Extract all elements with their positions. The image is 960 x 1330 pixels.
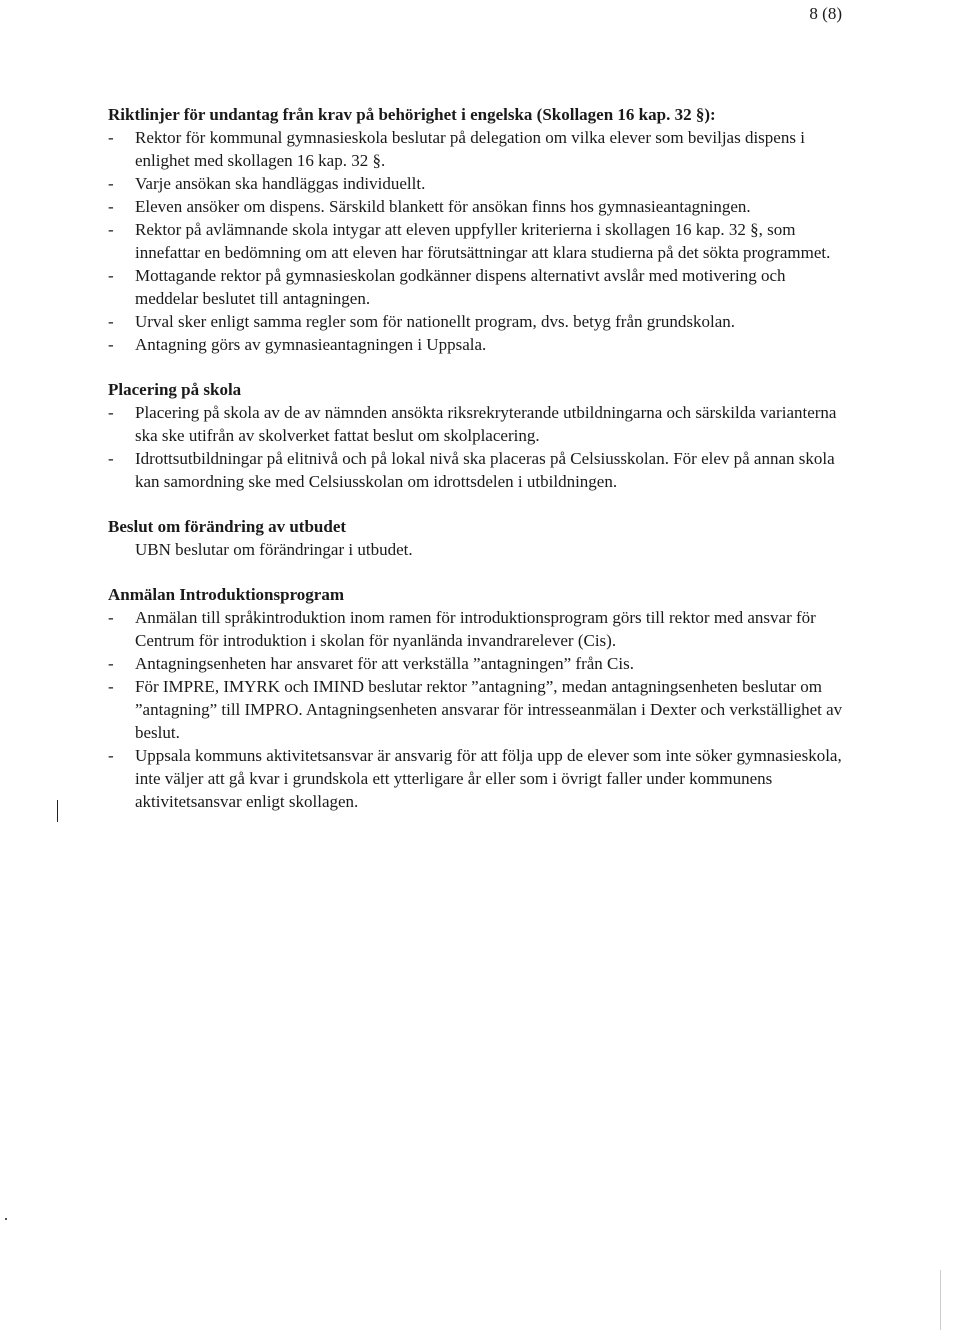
- dash-marker: -: [108, 197, 114, 216]
- list-item: - Anmälan till språkintroduktion inom ramen för introduktionsprogram görs till rektor med ansvar för Centrum för introduktion i skolan för nyanlända invandrarelever (Cis).: [108, 608, 816, 650]
- page-number: 8 (8): [809, 4, 842, 23]
- section-riktlinjer: [108, 103, 848, 356]
- margin-change-bar: [57, 800, 58, 822]
- scan-speck: [5, 1218, 7, 1220]
- dash-marker: -: [108, 449, 114, 468]
- dash-marker: -: [108, 220, 114, 239]
- dash-marker: -: [108, 677, 114, 696]
- list-item: - Antagningsenheten har ansvaret för att verkställa ”antagningen” från Cis.: [108, 654, 634, 673]
- dash-marker: -: [108, 312, 114, 331]
- bullet-list: [108, 401, 848, 493]
- dash-marker: -: [108, 746, 114, 765]
- list-item: - Idrottsutbildningar på elitnivå och på lokal nivå ska placeras på Celsiusskolan. För elev på annan skola kan samordning ske med Celsiusskolan om idrottsdelen i utbildningen.: [108, 449, 835, 491]
- bullet-list: [108, 606, 848, 813]
- list-item: - Urval sker enligt samma regler som för nationellt program, dvs. betyg från grundskolan.: [108, 312, 736, 331]
- section-beslut: [108, 515, 848, 561]
- section-placering: [108, 378, 848, 493]
- dash-marker: -: [108, 654, 114, 673]
- list-item: - För IMPRE, IMYRK och IMIND beslutar rektor ”antagning”, medan antagningsenheten beslutar om ”antagning” till IMPRO. Antagningsenheten ansvarar för intresseanmälan i Dexter och verkställighet av beslut.: [108, 677, 843, 742]
- paragraph: UBN beslutar om förändringar i utbudet.: [135, 540, 413, 559]
- section-anmalan: [108, 583, 848, 813]
- list-item: - Varje ansökan ska handläggas individuellt.: [108, 174, 426, 193]
- list-item: - Rektor för kommunal gymnasieskola beslutar på delegation om vilka elever som beviljas dispens i enlighet med skollagen 16 kap. 32 §.: [108, 128, 805, 170]
- document-body: [108, 103, 848, 813]
- dash-marker: -: [108, 608, 114, 627]
- dash-marker: -: [108, 174, 114, 193]
- scan-edge-line: [940, 1270, 941, 1330]
- section-title: Riktlinjer för undantag från krav på behörighet i engelska (Skollagen 16 kap. 32 §):: [108, 105, 716, 124]
- list-item: - Placering på skola av de av nämnden ansökta riksrekryterande utbildningarna och särskilda varianterna ska ske utifrån av skolverket fattat beslut om skolplacering.: [108, 403, 837, 445]
- dash-marker: -: [108, 266, 114, 285]
- list-item: - Uppsala kommuns aktivitetsansvar är ansvarig för att följa upp de elever som inte söker gymnasieskola, inte väljer att gå kvar i grundskola ett ytterligare år eller som i övrigt faller under kommunens aktivitetsansvar enligt skollagen.: [108, 746, 842, 811]
- dash-marker: -: [108, 128, 114, 147]
- bullet-list: [108, 126, 848, 356]
- dash-marker: -: [108, 335, 114, 354]
- section-title: Placering på skola: [108, 380, 242, 399]
- dash-marker: -: [108, 403, 114, 422]
- section-title: Anmälan Introduktionsprogram: [108, 585, 345, 604]
- list-item: - Mottagande rektor på gymnasieskolan godkänner dispens alternativt avslår med motivering och meddelar beslutet till antagningen.: [108, 266, 786, 308]
- section-title: Beslut om förändring av utbudet: [108, 517, 347, 536]
- list-item: - Eleven ansöker om dispens. Särskild blankett för ansökan finns hos gymnasieantagningen.: [108, 197, 751, 216]
- list-item: - Antagning görs av gymnasieantagningen i Uppsala.: [108, 335, 487, 354]
- list-item: - Rektor på avlämnande skola intygar att eleven uppfyller kriterierna i skollagen 16 kap. 32 §, som innefattar en bedömning om att eleven har förutsättningar att klara studierna på det sökta programmet.: [108, 220, 831, 262]
